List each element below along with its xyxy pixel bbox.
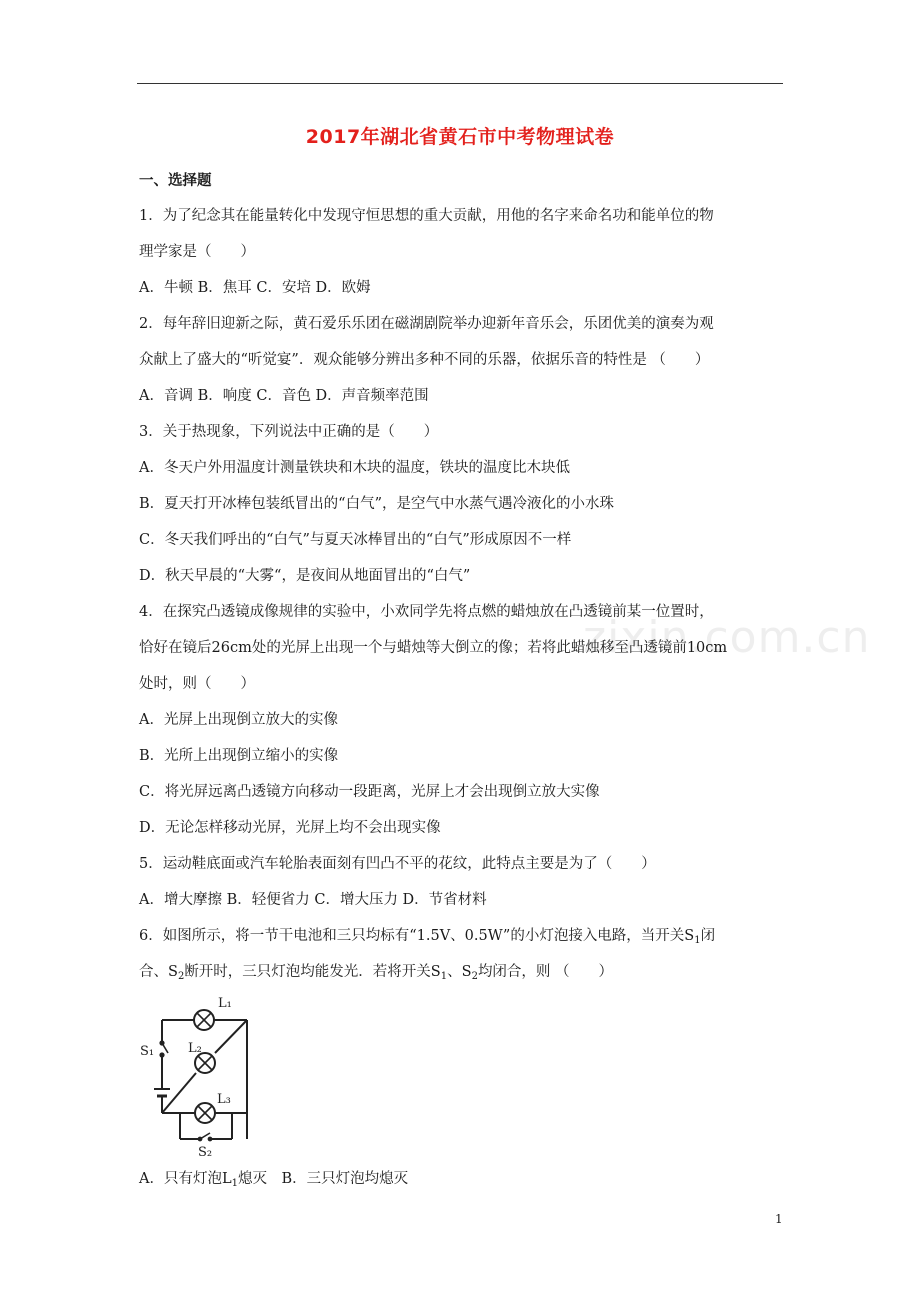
label-s2: S₂ (198, 1145, 213, 1158)
q5-text: 5．运动鞋底面或汽车轮胎表面刻有凹凸不平的花纹，此特点主要是为了（ ） (139, 856, 656, 872)
q4-text-line2: 恰好在镜后26cm处的光屏上出现一个与蜡烛等大倒立的像；若将此蜡烛移至凸透镜前10cm (139, 640, 728, 656)
header-rule (137, 83, 783, 84)
section-heading: 一、选择题 (139, 173, 212, 189)
document-title: 2017年湖北省黄石市中考物理试卷 (305, 126, 615, 148)
q6-text-line1: 6．如图所示，将一节干电池和三只均标有“1.5V、0.5W”的小灯泡接入电路，当开关$S_1$闭 (139, 928, 716, 946)
q4-text-line1: 4．在探究凸透镜成像规律的实验中，小欢同学先将点燃的蜡烛放在凸透镜前某一位置时， (139, 604, 714, 620)
q3-option-d: D．秋天早晨的“大雾“，是夜间从地面冒出的“白气” (139, 568, 471, 584)
q4-option-a: A．光屏上出现倒立放大的实像 (139, 712, 338, 728)
q4-option-b: B．光所上出现倒立缩小的实像 (139, 748, 339, 764)
label-l1: L₁ (218, 996, 232, 1011)
q2-options: A．音调 B．响度 C．音色 D．声音频率范围 (139, 388, 429, 404)
label-l3: L₃ (217, 1092, 231, 1107)
q3-option-b: B．夏天打开冰棒包装纸冒出的“白气”，是空气中水蒸气遇冷液化的小水珠 (139, 496, 614, 512)
page-number: 1 (775, 1212, 783, 1226)
bulb-l1-icon (194, 1010, 214, 1030)
q1-text-line1: 1．为了纪念其在能量转化中发现守恒思想的重大贡献，用他的名字来命名功和能单位的物 (139, 208, 714, 224)
q5-options: A．增大摩擦 B．轻便省力 C．增大压力 D．节省材料 (139, 892, 487, 908)
q3-option-a: A．冬天户外用温度计测量铁块和木块的温度，铁块的温度比木块低 (139, 460, 570, 476)
q2-text-line2: 众献上了盛大的“听觉宴”．观众能够分辨出多种不同的乐器，依据乐音的特性是 （ ） (139, 352, 710, 368)
circuit-diagram (140, 993, 250, 1158)
watermark-text: zixin.com.cn (583, 612, 871, 663)
bulb-l2-icon (195, 1053, 215, 1073)
q1-text-line2: 理学家是（ ） (139, 244, 255, 260)
label-l2: L₂ (188, 1041, 202, 1056)
q3-option-c: C．冬天我们呼出的“白气”与夏天冰棒冒出的“白气”形成原因不一样 (139, 532, 572, 548)
q4-option-c: C．将光屏远离凸透镜方向移动一段距离，光屏上才会出现倒立放大实像 (139, 784, 600, 800)
q6-options: A．只有灯泡$L_1$熄灭 B．三只灯泡均熄灭 (139, 1171, 409, 1189)
q4-text-line3: 处时，则（ ） (139, 676, 255, 692)
bulb-l3-icon (195, 1103, 215, 1123)
q6-text-line2: 合、$S_2$断开时，三只灯泡均能发光．若将开关$S_1$、$S_2$均闭合，则 （ ） (139, 964, 614, 982)
q4-option-d: D．无论怎样移动光屏，光屏上均不会出现实像 (139, 820, 441, 836)
q2-text-line1: 2．每年辞旧迎新之际，黄石爱乐乐团在磁湖剧院举办迎新年音乐会，乐团优美的演奏为观 (139, 316, 714, 332)
q3-text: 3．关于热现象，下列说法中正确的是（ ） (139, 424, 439, 440)
q1-options: A．牛顿 B．焦耳 C．安培 D．欧姆 (139, 280, 371, 296)
label-s1: S₁ (140, 1044, 155, 1059)
